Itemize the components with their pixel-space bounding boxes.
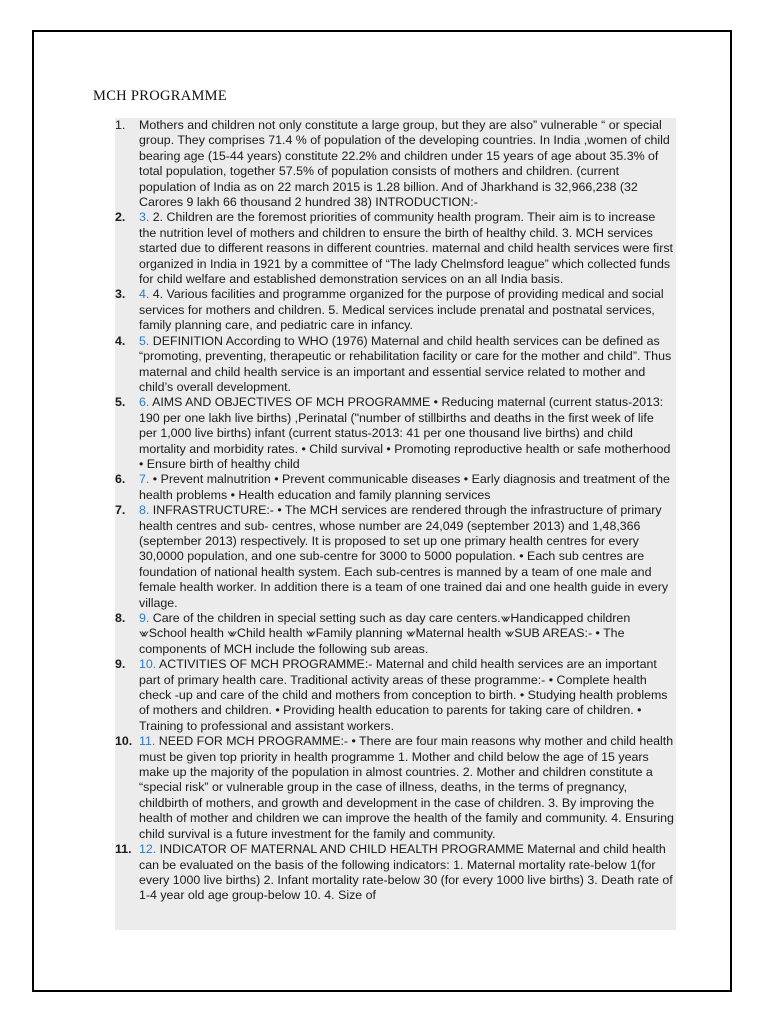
- list-marker: 5.: [115, 395, 126, 410]
- item-link[interactable]: 5.: [139, 333, 150, 348]
- list-item: [115, 210, 676, 287]
- list-item-text: INDICATOR OF MATERNAL AND CHILD HEALTH PROGRAMME Maternal and child health can be evaluated on the basis of the following indicators: 1. Maternal mortality rate-below 1(for every 1000 live births) 2. Infant mortality rate-below 30 (for every 1000 live births) 3. Death rate of 1-4 year old age group-below 10. 4. Size of: [139, 842, 673, 903]
- item-link[interactable]: 12.: [139, 842, 157, 857]
- list-item: [115, 842, 676, 904]
- item-link[interactable]: 9.: [139, 611, 150, 625]
- list-marker: 10.: [115, 734, 133, 749]
- list-item-text: • Prevent malnutrition • Prevent communicable diseases • Early diagnosis and treatment of the health problems • Health education and family planning services: [139, 472, 670, 502]
- list-marker: 3.: [115, 287, 126, 302]
- numbered-list: [115, 118, 676, 930]
- list-item-text: 4. Various facilities and programme organized for the purpose of providing medical and social services for mothers and children. 5. Medical services include prenatal and postnatal services, family planning care, and pediatric care in infancy.: [139, 287, 664, 333]
- list-item-text: 2. Children are the foremost priorities of community health program. Their aim is to increase the nutrition level of mothers and children to ensure the birth of healthy child. 3. MCH services started due to different reasons in different countries. maternal and child health services were first organized in India in 1921 by a committee of “The lady Chelmsford league” which collected funds for child welfare and established demonstration services on an all India basis.: [139, 210, 674, 287]
- list-item-text: ACTIVITIES OF MCH PROGRAMME:- Maternal and child health services are an important part of primary health care. Traditional activity areas of these programme:- • Complete health check -up and care of the child and mothers from conception to birth. • Studying health problems of mothers and children. • Providing health education to parents for taking care of children. • Training to professional and assistant workers.: [139, 657, 668, 733]
- list-marker: 8.: [115, 611, 126, 625]
- item-link[interactable]: 7.: [139, 472, 150, 487]
- list-item-text: Care of the children in special setting such as day care centers.⩖Handicapped children ⩖School health ⩖Child health ⩖Family planning ⩖Maternal health ⩖SUB AREAS:- • The components of MCH include the following sub areas.: [139, 611, 631, 656]
- list-item-text: Mothers and children not only constitute a large group, but they are also” vulnerable “ or special group. They comprises 71.4 % of population of the developing countries. In India ,women of child bearing age (15-44 years) constitute 22.2% and children under 15 years of age about 35.3% of total population, together 57.5% of population consists of mothers and children. (current population of India as on 22 march 2015 is 1.28 billion. And of Jharkhand is 32,966,238 (32 Carores 9 lakh 66 thousand 2 hundred 38) INTRODUCTION:-: [139, 118, 670, 210]
- list-item: [115, 657, 676, 734]
- list-item-text: NEED FOR MCH PROGRAMME:- • There are four main reasons why mother and child health must be given top priority in health programme 1. Mother and child below the age of 15 years make up the majority of the population in almost countries. 2. Mother and children constitute a “special risk” or vulnerable group in the case of illness, deaths, in the terms of pregnancy, childbirth of mothers, and growth and development in the case of children. 3. By improving the health of mother and children we can improve the health of the family and community. 4. Ensuring child survival is a future investment for the family and community.: [139, 734, 674, 841]
- list-item: [115, 287, 676, 333]
- list-item: [115, 334, 676, 396]
- list-item: [115, 395, 676, 472]
- list-marker: 11.: [115, 842, 132, 857]
- list-item: [115, 503, 676, 611]
- list-marker: 9.: [115, 657, 126, 672]
- item-link[interactable]: 10.: [139, 657, 157, 672]
- list-item-text: AIMS AND OBJECTIVES OF MCH PROGRAMME • Reducing maternal (current status-2013: 190 per one lakh live births) ,Perinatal ("number of stillbirths and deaths in the first week of life per 1,000 live births) infant (current status-2013: 41 per one thousand live births) and child mortality and morbidity rates. • Child survival • Promoting reproductive health or safe motherhood • Ensure birth of healthy child: [139, 395, 671, 471]
- list-item-text: INFRASTRUCTURE:- • The MCH services are rendered through the infrastructure of primary health centres and sub- centres, whose number are 24,049 (september 2013) and 1,48,366 (september 2013) respectively. It is proposed to set up one primary health centres for every 30,0000 population, and one sub-centre for 3000 to 5000 population. • Each sub centres are foundation of national health system. Each sub-centres is manned by a team of one male and female health worker. In addition there is a team of one trained dai and one health guide in every village.: [139, 503, 669, 610]
- item-link[interactable]: 11.: [139, 734, 156, 749]
- list-item: [115, 472, 676, 503]
- list-item: [115, 118, 676, 210]
- list-marker: 4.: [115, 333, 126, 348]
- item-link[interactable]: 8.: [139, 503, 150, 518]
- list-item: [115, 734, 676, 842]
- list-marker: 2.: [115, 210, 126, 225]
- list-marker: 1.: [115, 118, 126, 132]
- list-marker: 7.: [115, 503, 126, 518]
- item-link[interactable]: 4.: [139, 287, 150, 302]
- list-marker: 6.: [115, 472, 126, 487]
- list-item-text: DEFINITION According to WHO (1976) Maternal and child health services can be defined as “promoting, preventing, therapeutic or rehabilitation facility or care for the mother and child”. Thus maternal and child health service is an important and essential service related to mother and child’s overall development.: [139, 333, 672, 394]
- item-link[interactable]: 6.: [139, 395, 150, 410]
- list-item: [115, 611, 676, 657]
- page-title: MCH PROGRAMME: [93, 88, 228, 104]
- item-link[interactable]: 3.: [139, 210, 150, 225]
